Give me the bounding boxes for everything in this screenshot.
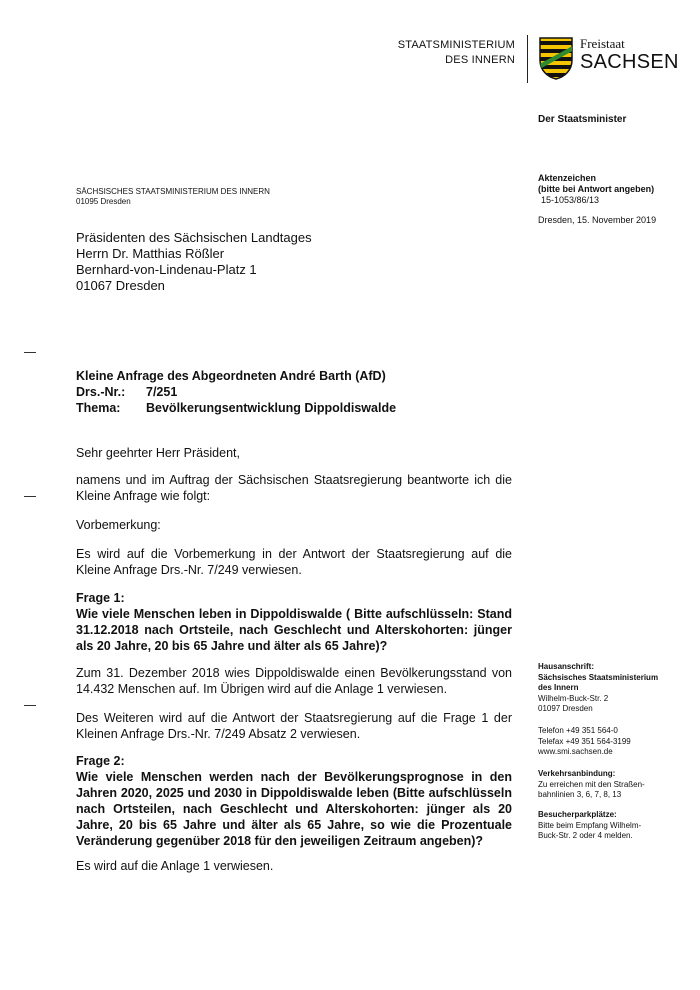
- hausanschrift-line2: des Innern: [538, 683, 579, 692]
- question-2-label: Frage 2:: [76, 754, 125, 768]
- intro-paragraph: namens und im Auftrag der Sächsischen Staatsregierung beantworte ich die Kleine Anfrage wie folgt:: [76, 473, 512, 503]
- recipient-address: [76, 230, 312, 294]
- sender-line1: SÄCHSISCHES STAATSMINISTERIUM DES INNERN: [76, 187, 270, 196]
- aktenzeichen-block: [538, 173, 654, 195]
- answer-2: Es wird auf die Anlage 1 verwiesen.: [76, 859, 274, 873]
- answer-1-paragraph-1: Zum 31. Dezember 2018 wies Dippoldiswalde einen Bevölkerungsstand von 14.432 Menschen auf. Im Übrigen wird auf die Anlage 1 verwiesen.: [76, 666, 512, 696]
- thema-value: Bevölkerungsentwicklung Dippoldiswalde: [146, 401, 397, 415]
- answer-1-paragraph-2: Des Weiteren wird auf die Antwort der Staatsregierung auf die Frage 1 der Kleinen Anfrage Drs.-Nr. 7/249 Absatz 2 verwiesen.: [76, 711, 512, 741]
- ministry-name-line2: DES INNERN: [445, 54, 515, 66]
- verkehr-label: Verkehrsanbindung:: [538, 769, 616, 778]
- sidebar-hausanschrift: [538, 662, 678, 715]
- recipient-line2: Herrn Dr. Matthias Rößler: [76, 246, 225, 261]
- parken-line1: Bitte beim Empfang Wilhelm-: [538, 820, 642, 830]
- website-link[interactable]: www.smi.sachsen.de: [538, 747, 613, 756]
- hausanschrift-line3: Wilhelm-Buck-Str. 2: [538, 693, 609, 703]
- sidebar-verkehr: [538, 769, 678, 801]
- question-1-label: Frage 1:: [76, 591, 125, 605]
- logo-sachsen: SACHSEN: [580, 51, 679, 73]
- sender-address: [76, 187, 270, 207]
- hausanschrift-label: Hausanschrift:: [538, 662, 595, 671]
- fold-mark: [24, 496, 36, 497]
- telefax: Telefax +49 351 564-3199: [538, 736, 631, 746]
- ministry-name: [395, 38, 515, 68]
- subject-drs: [76, 384, 396, 400]
- parken-line2: Buck-Str. 2 oder 4 melden.: [538, 831, 633, 840]
- question-2-text: Wie viele Menschen werden nach der Bevölkerungsprognose in den Jahren 2020, 2025 und 2030 in Dippoldiswalde leben (Bitte aufschlüsseln nach Ortsteilen, nach Geschlecht und Alterskohorten: jünger als 20 Jahre, 20 bis 65 Jahre und älter als 65 Jahre, so wie die Prozentuale Veränderung gegenüber 2018 für den jeweiligen Zeitraum angeben)?: [76, 770, 512, 848]
- recipient-line3: Bernhard-von-Lindenau-Platz 1: [76, 262, 257, 277]
- question-1-text: Wie viele Menschen leben in Dippoldiswalde ( Bitte aufschlüsseln: Stand 31.12.2018 nach Ortsteile, nach Geschlecht und Alterskohorten: jünger als 20 Jahre, 20 bis 65 Jahre und älter als 65 Jahre)?: [76, 607, 512, 653]
- letter-date: Dresden, 15. November 2019: [538, 215, 657, 225]
- vorbemerkung-text: Es wird auf die Vorbemerkung in der Antwort der Staatsregierung auf die Kleine Anfrage Drs.-Nr. 7/249 verwiesen.: [76, 547, 512, 577]
- minister-label: Der Staatsminister: [538, 114, 627, 125]
- aktenzeichen-note: (bitte bei Antwort angeben): [538, 184, 655, 194]
- subject-thema: [76, 400, 396, 416]
- logo-freistaat: Freistaat: [580, 36, 625, 51]
- telefon: Telefon +49 351 564-0: [538, 726, 618, 735]
- salutation: Sehr geehrter Herr Präsident,: [76, 446, 240, 460]
- verkehr-line1: Zu erreichen mit den Straßen-: [538, 779, 645, 789]
- vorbemerkung-label: Vorbemerkung:: [76, 518, 161, 532]
- sender-line2: 01095 Dresden: [76, 197, 131, 206]
- header-divider: [527, 35, 528, 83]
- aktenzeichen-label: Aktenzeichen: [538, 173, 597, 183]
- saxony-coat-of-arms-icon: [538, 36, 574, 80]
- verkehr-line2: bahnlinien 3, 6, 7, 8, 13: [538, 790, 622, 799]
- fold-mark: [24, 705, 36, 706]
- subject-block: [76, 368, 396, 416]
- sidebar-contact: [538, 726, 678, 758]
- fold-mark: [24, 352, 36, 353]
- ministry-name-line1: STAATSMINISTERIUM: [397, 39, 515, 51]
- drs-label: Drs.-Nr.:: [76, 385, 126, 399]
- aktenzeichen-value: 15-1053/86/13: [541, 195, 600, 205]
- recipient-line4: 01067 Dresden: [76, 278, 165, 293]
- sidebar-parken: [538, 810, 678, 842]
- hausanschrift-line4: 01097 Dresden: [538, 704, 593, 713]
- thema-label: Thema:: [76, 401, 121, 415]
- hausanschrift-line1: Sächsisches Staatsministerium: [538, 672, 659, 682]
- parken-label: Besucherparkplätze:: [538, 810, 617, 819]
- drs-value: 7/251: [146, 385, 178, 399]
- subject-title: Kleine Anfrage des Abgeordneten André Barth (AfD): [76, 369, 386, 383]
- recipient-line1: Präsidenten des Sächsischen Landtages: [76, 230, 312, 245]
